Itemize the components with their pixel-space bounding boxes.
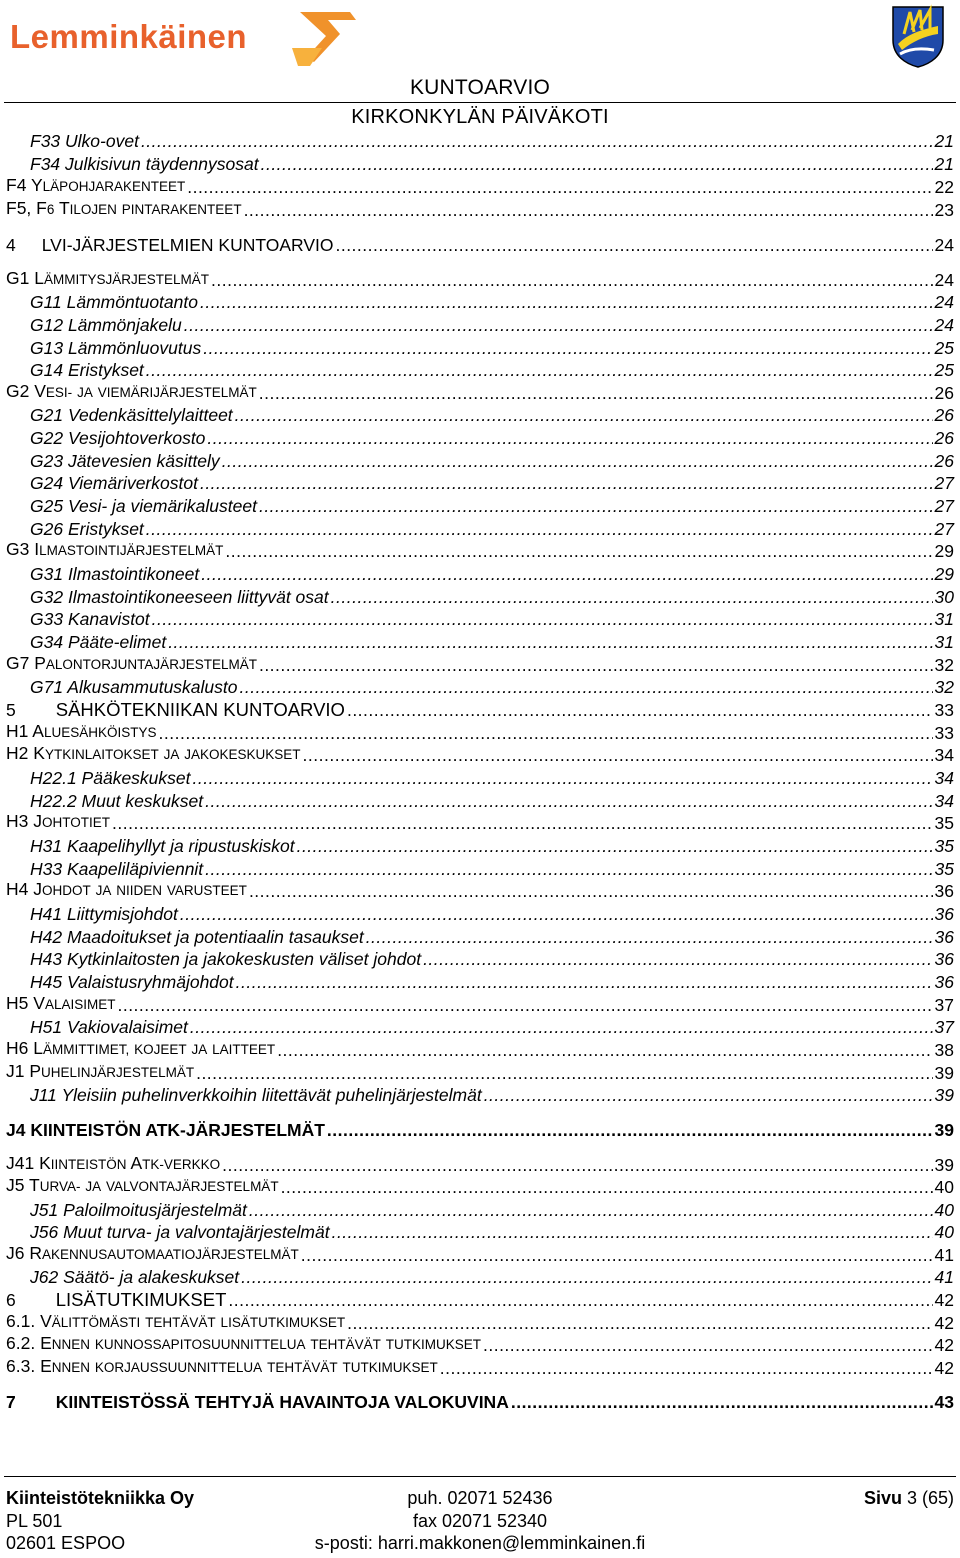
footer-phone: puh. 02071 52436: [407, 1488, 553, 1508]
toc-page-number: 35: [934, 836, 954, 856]
toc-entry-label: 6.2. ENNEN KUNNOSSAPITOSUUNNITTELUA TEHTÄVÄT TUTKIMUKSET: [6, 1333, 481, 1353]
toc-leader-dots: [203, 337, 932, 359]
toc-leader-dots: [327, 1119, 933, 1141]
toc-entry-label: J5 TURVA- JA VALVONTAJÄRJESTELMÄT: [6, 1175, 279, 1195]
toc-page-number: 27: [934, 473, 954, 493]
toc-leader-dots: [259, 495, 933, 517]
municipal-crest-icon: [890, 4, 946, 68]
toc-page-number: 24: [934, 235, 954, 255]
toc-leader-dots: [484, 1084, 933, 1106]
toc-leader-dots: [184, 314, 933, 336]
footer-contact-block: [300, 1487, 660, 1555]
toc-entry[interactable]: [6, 790, 954, 812]
toc-page-number: 26: [934, 428, 954, 448]
toc-entry[interactable]: [6, 1289, 954, 1311]
toc-page-number: 30: [934, 587, 954, 607]
toc-entry-label: J11 Yleisiin puhelinverkkoihin liitettävät puhelinjärjestelmät: [30, 1085, 482, 1105]
toc-entry-label: H2 KYTKINLAITOKSET JA JAKOKESKUKSET: [6, 743, 301, 763]
toc-leader-dots: [168, 631, 932, 653]
toc-entry[interactable]: [6, 631, 954, 653]
toc-entry[interactable]: [6, 1221, 954, 1243]
toc-entry[interactable]: [6, 450, 954, 472]
toc-leader-dots: [205, 858, 932, 880]
toc-leader-dots: [200, 472, 933, 494]
toc-entry[interactable]: [6, 880, 954, 902]
toc-entry-label: G22 Vesijohtoverkosto: [30, 428, 206, 448]
toc-entry[interactable]: [6, 1199, 954, 1221]
toc-entry-label: H41 Liittymisjohdot: [30, 904, 178, 924]
toc-entry[interactable]: [6, 835, 954, 857]
toc-leader-dots: [235, 404, 933, 426]
toc-page-number: 36: [934, 904, 954, 924]
toc-entry[interactable]: [6, 1154, 954, 1176]
toc-leader-dots: [483, 1334, 933, 1356]
toc-entry[interactable]: [6, 586, 954, 608]
document-subtitle: KIRKONKYLÄN PÄIVÄKOTI: [351, 106, 609, 128]
toc-entry-label: F5, F6 TILOJEN PINTARAKENTEET: [6, 198, 242, 218]
toc-entry[interactable]: [6, 1244, 954, 1266]
toc-leader-dots: [190, 1016, 933, 1038]
toc-entry[interactable]: [6, 427, 954, 449]
toc-entry-label: J51 Paloilmoitusjärjestelmät: [30, 1200, 247, 1220]
toc-entry-label: H4 JOHDOT JA NIIDEN VARUSTEET: [6, 879, 247, 899]
toc-entry-label: H22.1 Pääkeskukset: [30, 768, 191, 788]
toc-entry[interactable]: [6, 722, 954, 744]
toc-entry-label: 6 LISÄTUTKIMUKSET: [6, 1289, 227, 1310]
toc-entry-label: G12 Lämmönjakelu: [30, 315, 182, 335]
toc-leader-dots: [331, 586, 933, 608]
footer-page-block: [864, 1487, 954, 1510]
toc-page-number: 37: [934, 1017, 954, 1037]
header-divider: [4, 102, 956, 103]
toc-entry-label: G34 Pääte-elimet: [30, 632, 167, 652]
toc-leader-dots: [159, 722, 933, 744]
toc-entry-label: J6 RAKENNUSAUTOMAATIOJÄRJESTELMÄT: [6, 1243, 299, 1263]
toc-page-number: 25: [934, 360, 954, 380]
toc-page-number: 34: [934, 745, 954, 765]
toc-leader-dots: [200, 291, 933, 313]
toc-entry[interactable]: [6, 291, 954, 313]
toc-entry-label: H43 Kytkinlaitosten ja jakokeskusten väliset johdot: [30, 949, 422, 969]
toc-leader-dots: [187, 176, 932, 198]
toc-leader-dots: [241, 1266, 932, 1288]
toc-leader-dots: [207, 427, 932, 449]
toc-page-number: 35: [934, 813, 954, 833]
toc-page-number: 40: [934, 1177, 954, 1197]
toc-entry[interactable]: [6, 1357, 954, 1379]
toc-entry-label: G21 Vedenkäsittelylaitteet: [30, 405, 233, 425]
toc-page-number: 32: [934, 677, 954, 697]
toc-page-number: 40: [934, 1200, 954, 1220]
toc-leader-dots: [240, 676, 933, 698]
toc-page-number: 41: [934, 1245, 954, 1265]
toc-entry-label: G3 ILMASTOINTIJÄRJESTELMÄT: [6, 539, 224, 559]
toc-page-number: 42: [934, 1290, 954, 1310]
toc-leader-dots: [244, 199, 933, 221]
toc-leader-dots: [259, 382, 933, 404]
toc-page-number: 36: [934, 927, 954, 947]
svg-text:Lemminkäinen: Lemminkäinen: [10, 18, 248, 55]
footer-company-block: [6, 1487, 194, 1555]
toc-entry-label: G33 Kanavistot: [30, 609, 150, 629]
toc-entry[interactable]: [6, 130, 954, 152]
toc-entry-label: H31 Kaapelihyllyt ja ripustuskiskot: [30, 836, 295, 856]
toc-page-number: 22: [934, 177, 954, 197]
toc-entry-label: G13 Lämmönluovutus: [30, 338, 202, 358]
toc-page-number: 40: [934, 1222, 954, 1242]
toc-page-number: 39: [934, 1120, 954, 1140]
toc-entry[interactable]: [6, 495, 954, 517]
toc-entry[interactable]: [6, 1039, 954, 1061]
toc-leader-dots: [277, 1039, 932, 1061]
toc-entry-label: H45 Valaistusryhmäjohdot: [30, 972, 234, 992]
toc-entry[interactable]: [6, 1391, 954, 1413]
toc-entry[interactable]: [6, 404, 954, 426]
toc-entry-label: G2 VESI- JA VIEMÄRIJÄRJESTELMÄT: [6, 381, 257, 401]
toc-entry-label: G25 Vesi- ja viemärikalusteet: [30, 496, 257, 516]
toc-leader-dots: [205, 790, 932, 812]
toc-leader-dots: [225, 540, 932, 562]
toc-page-number: 31: [934, 609, 954, 629]
toc-entry-label: G71 Alkusammutuskalusto: [30, 677, 238, 697]
toc-entry[interactable]: [6, 176, 954, 198]
toc-entry[interactable]: [6, 382, 954, 404]
toc-page-number: 29: [934, 541, 954, 561]
toc-page-number: 26: [934, 383, 954, 403]
toc-entry[interactable]: [6, 744, 954, 766]
toc-entry-label: G24 Viemäriverkostot: [30, 473, 198, 493]
toc-entry[interactable]: [6, 971, 954, 993]
toc-entry-label: 6.1. VÄLITTÖMÄSTI TEHTÄVÄT LISÄTUTKIMUKSET: [6, 1311, 346, 1331]
toc-entry-label: H51 Vakiovalaisimet: [30, 1017, 188, 1037]
toc-entry-label: G31 Ilmastointikoneet: [30, 564, 200, 584]
toc-entry-label: H22.2 Muut keskukset: [30, 791, 204, 811]
toc-leader-dots: [146, 359, 933, 381]
toc-page-number: 33: [934, 700, 954, 720]
toc-page-number: 39: [934, 1063, 954, 1083]
toc-entry[interactable]: [6, 767, 954, 789]
toc-entry[interactable]: [6, 269, 954, 291]
toc-entry[interactable]: [6, 153, 954, 175]
toc-entry[interactable]: [6, 1016, 954, 1038]
toc-entry[interactable]: [6, 1119, 954, 1141]
footer-fax: fax 02071 52340: [412, 1510, 548, 1531]
toc-leader-dots: [261, 153, 933, 175]
toc-page-number: 36: [934, 972, 954, 992]
toc-entry[interactable]: [6, 472, 954, 494]
toc-leader-dots: [196, 1062, 932, 1084]
toc-entry[interactable]: [6, 540, 954, 562]
toc-page-number: 35: [934, 859, 954, 879]
toc-entry-label: 4 LVI-JÄRJESTELMIEN KUNTOARVIO: [6, 235, 334, 255]
toc-leader-dots: [141, 130, 933, 152]
toc-leader-dots: [228, 1289, 932, 1311]
footer-page-label: Sivu: [863, 1488, 902, 1508]
toc-page-number: 24: [934, 292, 954, 312]
toc-entry-label: J4 KIINTEISTÖN ATK-JÄRJESTELMÄT: [6, 1120, 325, 1140]
toc-entry-label: G26 Eristykset: [30, 519, 144, 539]
toc-page-number: 39: [934, 1085, 954, 1105]
toc-entry-label: F4 YLÄPOHJARAKENTEET: [6, 175, 186, 195]
toc-entry[interactable]: [6, 948, 954, 970]
toc-entry[interactable]: [6, 608, 954, 630]
toc-entry[interactable]: [6, 359, 954, 381]
toc-leader-dots: [249, 880, 933, 902]
toc-entry-label: G1 LÄMMITYSJÄRJESTELMÄT: [6, 268, 209, 288]
toc-page-number: 29: [934, 564, 954, 584]
toc-leader-dots: [511, 1391, 933, 1413]
toc-page-number: 42: [934, 1335, 954, 1355]
toc-leader-dots: [152, 608, 933, 630]
toc-page-number: 34: [934, 768, 954, 788]
footer-email: s-posti: harri.makkonen@lemminkainen.fi: [314, 1533, 646, 1553]
toc-page-number: 39: [934, 1155, 954, 1175]
toc-page-number: 25: [934, 338, 954, 358]
footer-divider: [4, 1476, 956, 1477]
toc-leader-dots: [146, 518, 933, 540]
toc-page-number: 23: [934, 200, 954, 220]
toc-entry[interactable]: [6, 654, 954, 676]
toc-entry-label: 7 KIINTEISTÖSSÄ TEHTYJÄ HAVAINTOJA VALOKUVINA: [6, 1392, 509, 1412]
toc-entry-label: F34 Julkisivun täydennysosat: [30, 154, 259, 174]
toc-entry-label: J62 Säätö- ja alakeskukset: [30, 1267, 240, 1287]
toc-page-number: 24: [934, 315, 954, 335]
toc-leader-dots: [193, 767, 933, 789]
toc-leader-dots: [366, 926, 933, 948]
toc-entry[interactable]: [6, 1334, 954, 1356]
toc-page-number: 43: [934, 1392, 954, 1412]
toc-entry-label: 5 SÄHKÖTEKNIIKAN KUNTOARVIO: [6, 699, 345, 720]
toc-entry[interactable]: [6, 903, 954, 925]
toc-entry[interactable]: [6, 994, 954, 1016]
toc-page-number: 26: [934, 405, 954, 425]
toc-page-number: 32: [934, 655, 954, 675]
toc-entry[interactable]: [6, 1312, 954, 1334]
footer-po-box: PL 501: [6, 1510, 63, 1531]
toc-leader-dots: [222, 1154, 932, 1176]
toc-entry[interactable]: [6, 518, 954, 540]
toc-leader-dots: [259, 654, 933, 676]
toc-leader-dots: [347, 1312, 932, 1334]
toc-entry-label: G11 Lämmöntuotanto: [30, 292, 198, 312]
toc-entry[interactable]: [6, 858, 954, 880]
toc-leader-dots: [180, 903, 933, 925]
toc-leader-dots: [249, 1199, 933, 1221]
toc-entry[interactable]: [6, 812, 954, 834]
toc-leader-dots: [440, 1357, 933, 1379]
toc-entry-label: J41 KIINTEISTÖN ATK-VERKKO: [6, 1153, 221, 1173]
toc-entry-label: J56 Muut turva- ja valvontajärjestelmät: [30, 1222, 330, 1242]
document-title: KUNTOARVIO: [409, 76, 551, 99]
toc-leader-dots: [112, 812, 933, 834]
toc-entry-label: H3 JOHTOTIET: [6, 811, 111, 831]
toc-entry-label: G7 PALONTORJUNTAJÄRJESTELMÄT: [6, 653, 257, 673]
toc-entry[interactable]: [6, 1084, 954, 1106]
lemminkainen-logo: [10, 8, 358, 72]
toc-page-number: 42: [934, 1358, 954, 1378]
toc-page-number: 41: [934, 1267, 954, 1287]
toc-page-number: 24: [934, 270, 954, 290]
toc-leader-dots: [335, 234, 932, 256]
toc-page-number: 31: [934, 632, 954, 652]
toc-leader-dots: [201, 563, 932, 585]
toc-page-number: 27: [934, 496, 954, 516]
toc-entry-label: H42 Maadoitukset ja potentiaalin tasaukset: [30, 927, 364, 947]
toc-entry-label: H5 VALAISIMET: [6, 993, 116, 1013]
toc-leader-dots: [222, 450, 933, 472]
toc-page-number: 34: [934, 791, 954, 811]
toc-entry[interactable]: [6, 199, 954, 221]
toc-leader-dots: [236, 971, 933, 993]
toc-entry[interactable]: [6, 314, 954, 336]
footer-postal: 02601 ESPOO: [6, 1533, 126, 1553]
toc-entry[interactable]: [6, 563, 954, 585]
footer-page-number: 3 (65): [906, 1488, 954, 1508]
toc-entry-label: G14 Eristykset: [30, 360, 144, 380]
toc-page-number: 36: [934, 949, 954, 969]
toc-entry[interactable]: [6, 1062, 954, 1084]
toc-page-number: 38: [934, 1040, 954, 1060]
toc-page-number: 42: [934, 1313, 954, 1333]
toc-page-number: 21: [934, 131, 954, 151]
toc-leader-dots: [301, 1244, 933, 1266]
footer-company: Kiinteistötekniikka Oy: [6, 1488, 195, 1508]
toc-entry-label: J1 PUHELINJÄRJESTELMÄT: [6, 1061, 195, 1081]
toc-page-number: 27: [934, 519, 954, 539]
toc-entry-label: H6 LÄMMITTIMET, KOJEET JA LAITTEET: [6, 1038, 276, 1058]
toc-page-number: 21: [934, 154, 954, 174]
toc-entry-label: 6.3. ENNEN KORJAUSSUUNNITTELUA TEHTÄVÄT TUTKIMUKSET: [6, 1356, 438, 1376]
toc-entry-label: G23 Jätevesien käsittely: [30, 451, 220, 471]
toc-leader-dots: [297, 835, 933, 857]
toc-leader-dots: [117, 994, 932, 1016]
toc-entry[interactable]: [6, 337, 954, 359]
toc-page-number: 33: [934, 723, 954, 743]
toc-entry[interactable]: [6, 1266, 954, 1288]
toc-leader-dots: [332, 1221, 933, 1243]
toc-leader-dots: [347, 699, 933, 721]
toc-entry[interactable]: [6, 1176, 954, 1198]
toc-entry[interactable]: [6, 234, 954, 256]
toc-entry[interactable]: [6, 699, 954, 721]
toc-entry-label: H1 ALUESÄHKÖISTYS: [6, 721, 157, 741]
toc-page-number: 26: [934, 451, 954, 471]
toc-page-number: 37: [934, 995, 954, 1015]
toc-leader-dots: [211, 269, 933, 291]
toc-entry[interactable]: [6, 926, 954, 948]
toc-leader-dots: [303, 744, 933, 766]
toc-entry-label: H33 Kaapeliläpiviennit: [30, 859, 204, 879]
toc-entry-label: G32 Ilmastointikoneeseen liittyvät osat: [30, 587, 329, 607]
toc-leader-dots: [423, 948, 932, 970]
toc-page-number: 36: [934, 881, 954, 901]
toc-leader-dots: [281, 1176, 933, 1198]
toc-entry[interactable]: [6, 676, 954, 698]
toc-entry-label: F33 Ulko-ovet: [30, 131, 139, 151]
